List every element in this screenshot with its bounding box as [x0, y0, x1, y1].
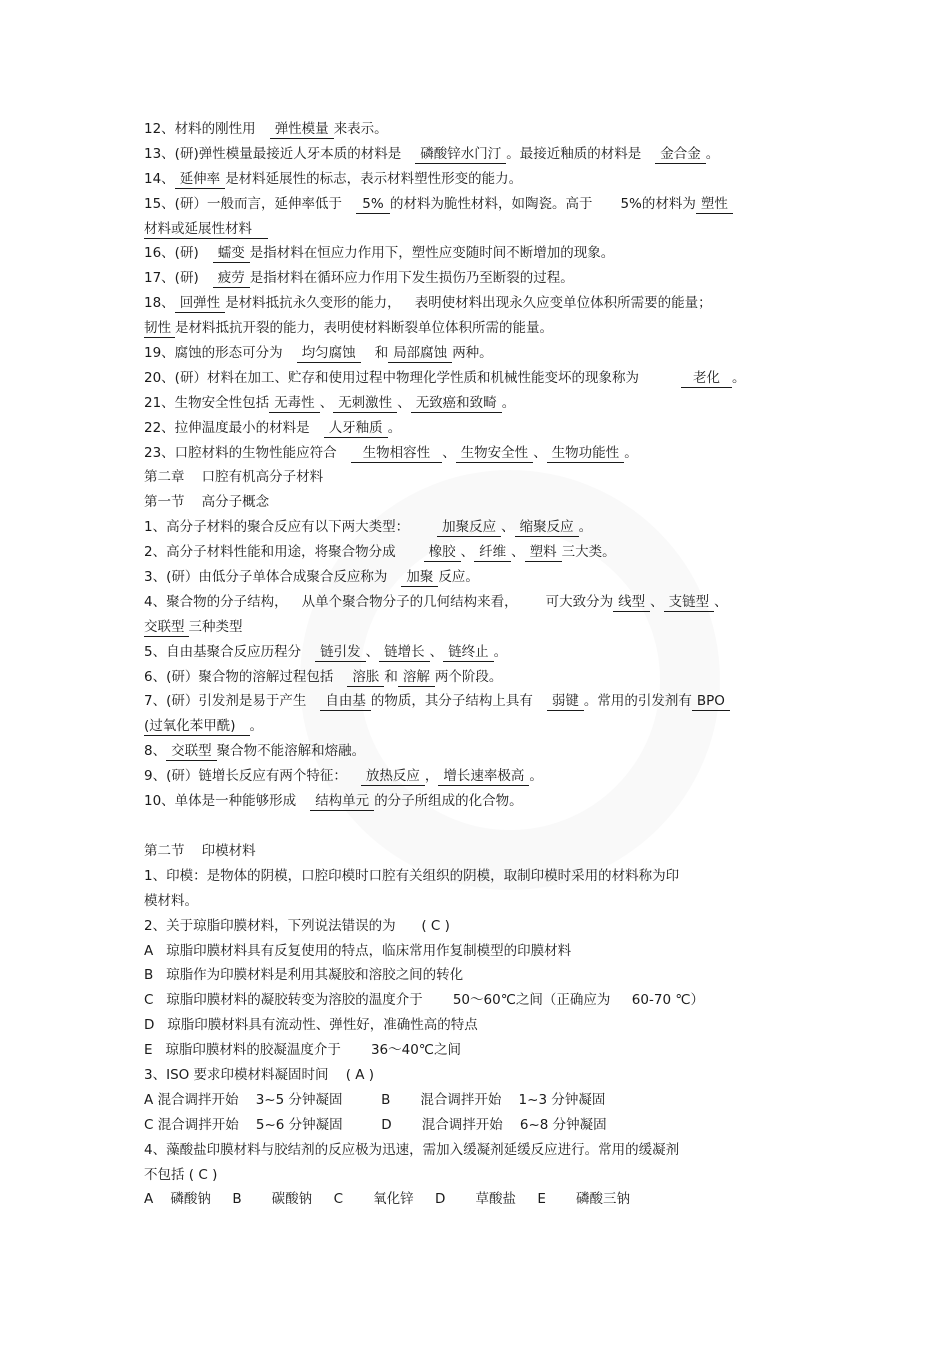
answer-blank: 链引发 — [315, 643, 366, 662]
q12: 12、材料的刚性用 弹性模量 来表示。 — [144, 121, 388, 137]
answer-blank: 磷酸锌水门汀 — [415, 145, 506, 164]
p2: 2、高分子材料性能和用途，将聚合物分成 橡胶 、 纤维 、 塑料 三大类。 — [144, 544, 616, 561]
q19: 19、腐蚀的形态可分为 均匀腐蚀 和 局部腐蚀 两种。 — [144, 345, 493, 362]
answer-blank: 支链型 — [664, 593, 715, 612]
m3-options-2: C 混合调拌开始 5~6 分钟凝固 D 混合调拌开始 6~8 分钟凝固 — [144, 1116, 607, 1133]
q18-cont: 韧性 是材料抵抗开裂的能力，表明使材料断裂单位体积所需的能量。 — [144, 320, 553, 337]
answer-blank: 韧性 — [144, 319, 175, 338]
answer-blank: 结构单元 — [310, 792, 374, 811]
q13: 13、(研)弹性模量最接近人牙本质的材料是 磷酸锌水门汀 。最接近釉质的材料是 金合金 。 — [144, 145, 720, 162]
answer-blank: 生物安全性 — [456, 444, 534, 463]
m2-option-d: D 琼脂印膜材料具有流动性、弹性好，准确性高的特点 — [144, 1017, 478, 1034]
m4-options: A 磷酸钠 B 碳酸钠 C 氧化锌 D 草酸盐 E 磷酸三钠 — [144, 1191, 630, 1208]
answer-blank: 塑性 — [696, 195, 733, 214]
p8: 8、 交联型 聚合物不能溶解和熔融。 — [144, 743, 366, 760]
q22: 22、拉伸温度最小的材料是 人牙釉质 。 — [144, 419, 402, 436]
answer-blank: 生物相容性 — [351, 444, 443, 463]
m2-option-e: E 琼脂印膜材料的胶凝温度介于 36～40℃之间 — [144, 1042, 461, 1059]
q21: 21、生物安全性包括 无毒性 、 无刺激性 、 无致癌和致畸 。 — [144, 394, 516, 411]
answer-blank: 5% — [356, 195, 390, 214]
answer-blank: 金合金 — [655, 145, 706, 164]
answer-blank: 弱键 — [547, 692, 584, 711]
answer-blank: 局部腐蚀 — [388, 344, 452, 363]
p6: 6、(研）聚合物的溶解过程包括 溶胀 和 溶解 两个阶段。 — [144, 668, 503, 685]
p4-cont: 交联型 三种类型 — [144, 618, 243, 635]
answer-blank: 加聚反应 — [437, 518, 501, 537]
q15-cont — [144, 217, 824, 242]
q14: 14、 延伸率 是材料延展性的标志，表示材料塑性形变的能力。 — [144, 170, 523, 187]
p7: 7、(研）引发剂是易于产生 自由基 的物质，其分子结构上具有 弱键 。常用的引发剂有 BPO — [144, 689, 824, 714]
answer-blank: 延伸率 — [175, 170, 226, 189]
p3: 3、(研）由低分子单体合成聚合反应称为 加聚 反应。 — [144, 569, 479, 586]
m3-question: 3、ISO 要求印模材料凝固时间 ( A ) — [144, 1066, 375, 1083]
answer-blank: 疲劳 — [213, 269, 250, 288]
answer-blank: 增长速率极高 — [438, 767, 529, 786]
answer-blank: BPO — [692, 692, 730, 711]
answer-blank: 线型 — [613, 593, 650, 612]
answer-blank: 橡胶 — [424, 543, 461, 562]
m2-option-b: B 琼脂作为印膜材料是利用其凝胶和溶胶之间的转化 — [144, 967, 464, 984]
section-heading-2: 第二节 印模材料 — [144, 842, 256, 859]
m3-options-1: A 混合调拌开始 3~5 分钟凝固 B 混合调拌开始 1~3 分钟凝固 — [144, 1091, 606, 1108]
answer-blank: 加聚 — [401, 568, 438, 587]
answer-blank: 溶胀 — [347, 668, 384, 687]
answer-blank: 交联型 — [144, 618, 189, 637]
q20: 20、(研）材料在加工、贮存和使用过程中物理化学性质和机械性能变坏的现象称为 老化 。 — [144, 369, 746, 386]
answer-blank: 无毒性 — [269, 394, 320, 413]
answer-blank: 回弹性 — [175, 294, 226, 313]
answer-blank: 塑料 — [525, 543, 562, 562]
answer-blank: 无刺激性 — [333, 394, 397, 413]
q18: 18、 回弹性 是材料抵抗永久变形的能力， 表明使材料出现永久应变单位体积所需要的能量； — [144, 295, 712, 312]
document-body — [144, 117, 824, 1212]
answer-blank: 自由基 — [320, 692, 371, 711]
answer-blank: 材料或延展性材料 — [144, 220, 268, 239]
answer-blank: 链终止 — [443, 643, 494, 662]
p7-cont: (过氧化苯甲酰) 。 — [144, 718, 264, 735]
p9: 9、(研）链增长反应有两个特征： 放热反应 ， 增长速率极高 。 — [144, 768, 543, 785]
m2-option-a: A 琼脂印膜材料具有反复使用的特点，临床常用作复制模型的印膜材料 — [144, 942, 572, 959]
answer-blank: 生物功能性 — [547, 444, 625, 463]
answer-blank: 缩聚反应 — [515, 518, 579, 537]
answer-blank: 交联型 — [166, 742, 217, 761]
p1: 1、高分子材料的聚合反应有以下两大类型： 加聚反应 、 缩聚反应 。 — [144, 519, 593, 536]
answer-blank: 蠕变 — [213, 244, 250, 263]
q17: 17、(研) 疲劳 是指材料在循环应力作用下发生损伤乃至断裂的过程。 — [144, 270, 574, 287]
answer-blank: 老化 — [681, 369, 732, 388]
q16: 16、(研) 蠕变 是指材料在恒应力作用下，塑性应变随时间不断增加的现象。 — [144, 245, 615, 262]
q23: 23、口腔材料的生物性能应符合 生物相容性 、 生物安全性 、 生物功能性 。 — [144, 444, 638, 461]
p4: 4、聚合物的分子结构， 从单个聚合物分子的几何结构来看， 可大致分为 线型 、 支链型 、 — [144, 593, 728, 610]
answer-blank: 均匀腐蚀 — [297, 344, 361, 363]
m4-question-cont: 不包括 ( C ) — [144, 1166, 218, 1183]
m1-cont: 模材料。 — [144, 892, 198, 909]
answer-blank: 纤维 — [474, 543, 511, 562]
chapter-heading: 第二章 口腔有机高分子材料 — [144, 469, 324, 486]
answer-blank: 弹性模量 — [270, 120, 334, 139]
answer-blank: 人牙釉质 — [324, 419, 388, 438]
answer-blank: 链增长 — [379, 643, 430, 662]
m2-option-c: C 琼脂印膜材料的凝胶转变为溶胶的温度介于 50～60℃之间（正确应为 60-70 ℃） — [144, 992, 704, 1009]
section-heading: 第一节 高分子概念 — [144, 494, 270, 511]
q15: 15、(研）一般而言，延伸率低于 5% 的材料为脆性材料，如陶瓷。高于 5%的材料为 塑性 — [144, 192, 824, 217]
m1: 1、印模：是物体的阴模，口腔印模时口腔有关组织的阴模，取制印模时采用的材料称为印 — [144, 867, 680, 884]
m2-question: 2、关于琼脂印膜材料，下列说法错误的为 ( C ) — [144, 917, 450, 934]
answer-blank: (过氧化苯甲酰) — [144, 717, 250, 736]
p5: 5、自由基聚合反应历程分 链引发 、 链增长 、 链终止 。 — [144, 643, 508, 660]
answer-blank: 无致癌和致畸 — [411, 394, 502, 413]
m4-question: 4、藻酸盐印膜材料与胶结剂的反应极为迅速，需加入缓凝剂延缓反应进行。常用的缓凝剂 — [144, 1141, 680, 1158]
p10: 10、单体是一种能够形成 结构单元 的分子所组成的化合物。 — [144, 793, 523, 810]
answer-blank: 放热反应 — [361, 767, 425, 786]
answer-blank: 溶解 — [398, 668, 435, 687]
